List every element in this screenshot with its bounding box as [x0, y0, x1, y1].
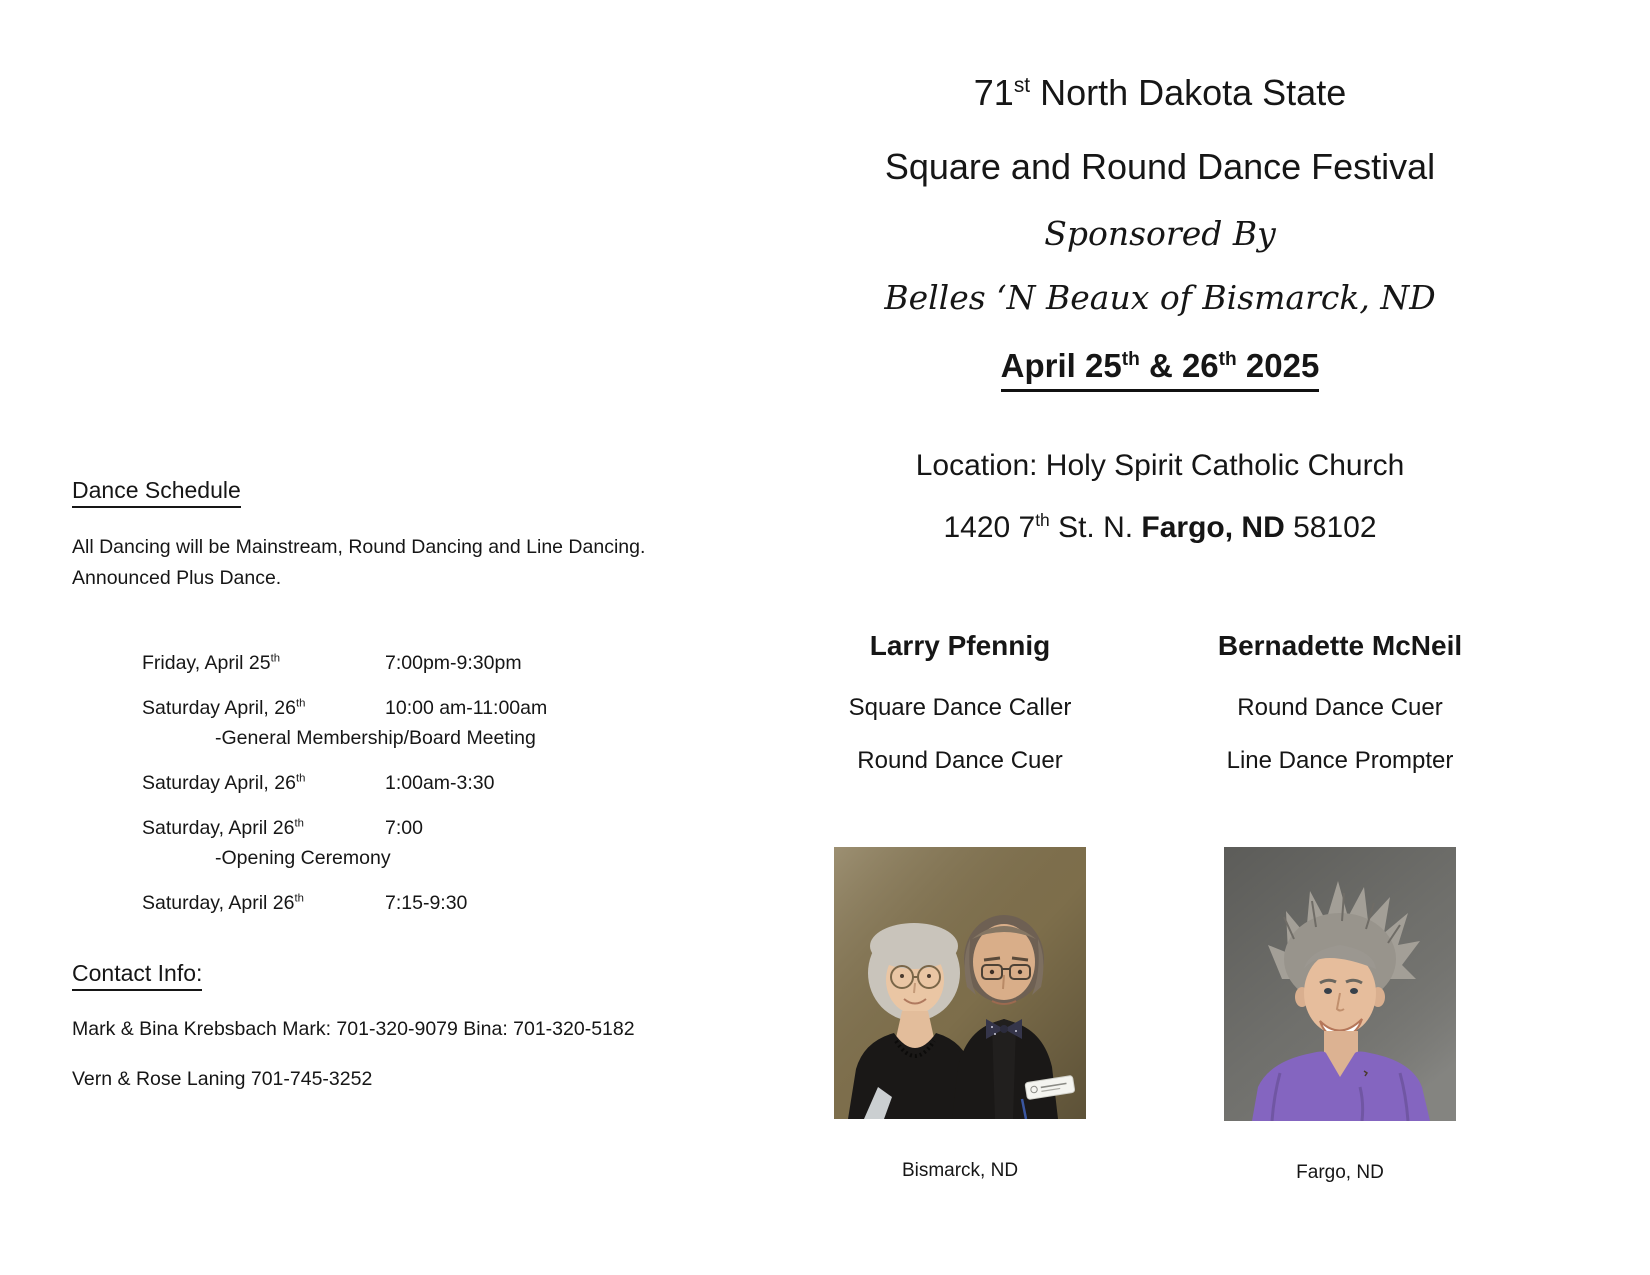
presenter-role: Round Dance Cuer [1237, 694, 1443, 721]
contact-section [72, 959, 752, 1091]
presenter-name: Larry Pfennig [869, 630, 1051, 661]
left-column [72, 476, 752, 1091]
event-dates: April 25th & 26th 2025 [1001, 346, 1320, 392]
schedule-row [142, 888, 752, 918]
title-block [790, 74, 1530, 545]
schedule-day: Saturday, April 26th [142, 892, 304, 914]
sponsor-name-line: Belles ‘N Beaux of Bismarck, ND [884, 278, 1436, 317]
schedule-time: 1:00am-3:30 [385, 772, 495, 794]
address-line: 1420 7th St. N. Fargo, ND 58102 [943, 510, 1377, 544]
schedule-note: -Opening Ceremony [215, 847, 391, 869]
location-line: Location: Holy Spirit Catholic Church [915, 449, 1405, 482]
schedule-intro-line1: All Dancing will be Mainstream, Round Dancing and Line Dancing. [72, 536, 646, 558]
schedule-intro-line2: Announced Plus Dance. [72, 567, 282, 589]
presenter-bernadette-mcneil [1150, 630, 1530, 1185]
presenter-caption: Bismarck, ND [901, 1160, 1019, 1181]
schedule-time: 7:00 [385, 817, 423, 839]
schedule-row [142, 768, 752, 798]
schedule-note: -General Membership/Board Meeting [215, 727, 536, 749]
schedule-day: Friday, April 25th [142, 652, 281, 674]
woman-photo-illustration [1224, 847, 1456, 1121]
schedule-day: Saturday, April 26th [142, 817, 304, 839]
sponsored-by-line: Sponsored By [1044, 214, 1276, 253]
presenter-caption: Fargo, ND [1296, 1162, 1384, 1183]
presenter-name: Bernadette McNeil [1217, 630, 1463, 661]
title-text: North Dakota State [1030, 72, 1347, 113]
schedule-time: 10:00 am-11:00am [385, 697, 548, 719]
schedule-time: 7:00pm-9:30pm [385, 652, 522, 674]
presenter-role: Line Dance Prompter [1226, 747, 1454, 774]
address-city: Fargo, ND [1141, 511, 1285, 544]
title-number: 71 [973, 72, 1014, 113]
schedule-row [142, 693, 752, 753]
couple-photo [770, 847, 1150, 1119]
title-ordinal: st [1013, 74, 1031, 97]
woman-photo [1150, 847, 1530, 1121]
schedule-intro [72, 532, 752, 594]
contact-info-heading: Contact Info: [72, 959, 752, 991]
schedule-day: Saturday April, 26th [142, 697, 306, 719]
dance-schedule-heading: Dance Schedule [72, 476, 752, 508]
schedule-time: 7:15-9:30 [385, 892, 468, 914]
couple-photo-illustration [834, 847, 1086, 1119]
schedule-row [142, 648, 752, 678]
presenter-role: Square Dance Caller [848, 694, 1072, 721]
festival-title-line2: Square and Round Dance Festival [884, 146, 1436, 187]
presenter-role: Round Dance Cuer [857, 747, 1063, 774]
presenters-section [770, 630, 1530, 1185]
contact-line2: Vern & Rose Laning 701-745-3252 [72, 1068, 373, 1090]
schedule-list [72, 648, 752, 918]
schedule-row [142, 813, 752, 873]
contact-line1: Mark & Bina Krebsbach Mark: 701-320-9079 Bina: 701-320-5182 [72, 1018, 635, 1040]
event-dates-line [790, 346, 1530, 393]
schedule-day: Saturday April, 26th [142, 772, 306, 794]
presenter-larry-pfennig [770, 630, 1150, 1185]
festival-title-line1 [790, 74, 1530, 112]
